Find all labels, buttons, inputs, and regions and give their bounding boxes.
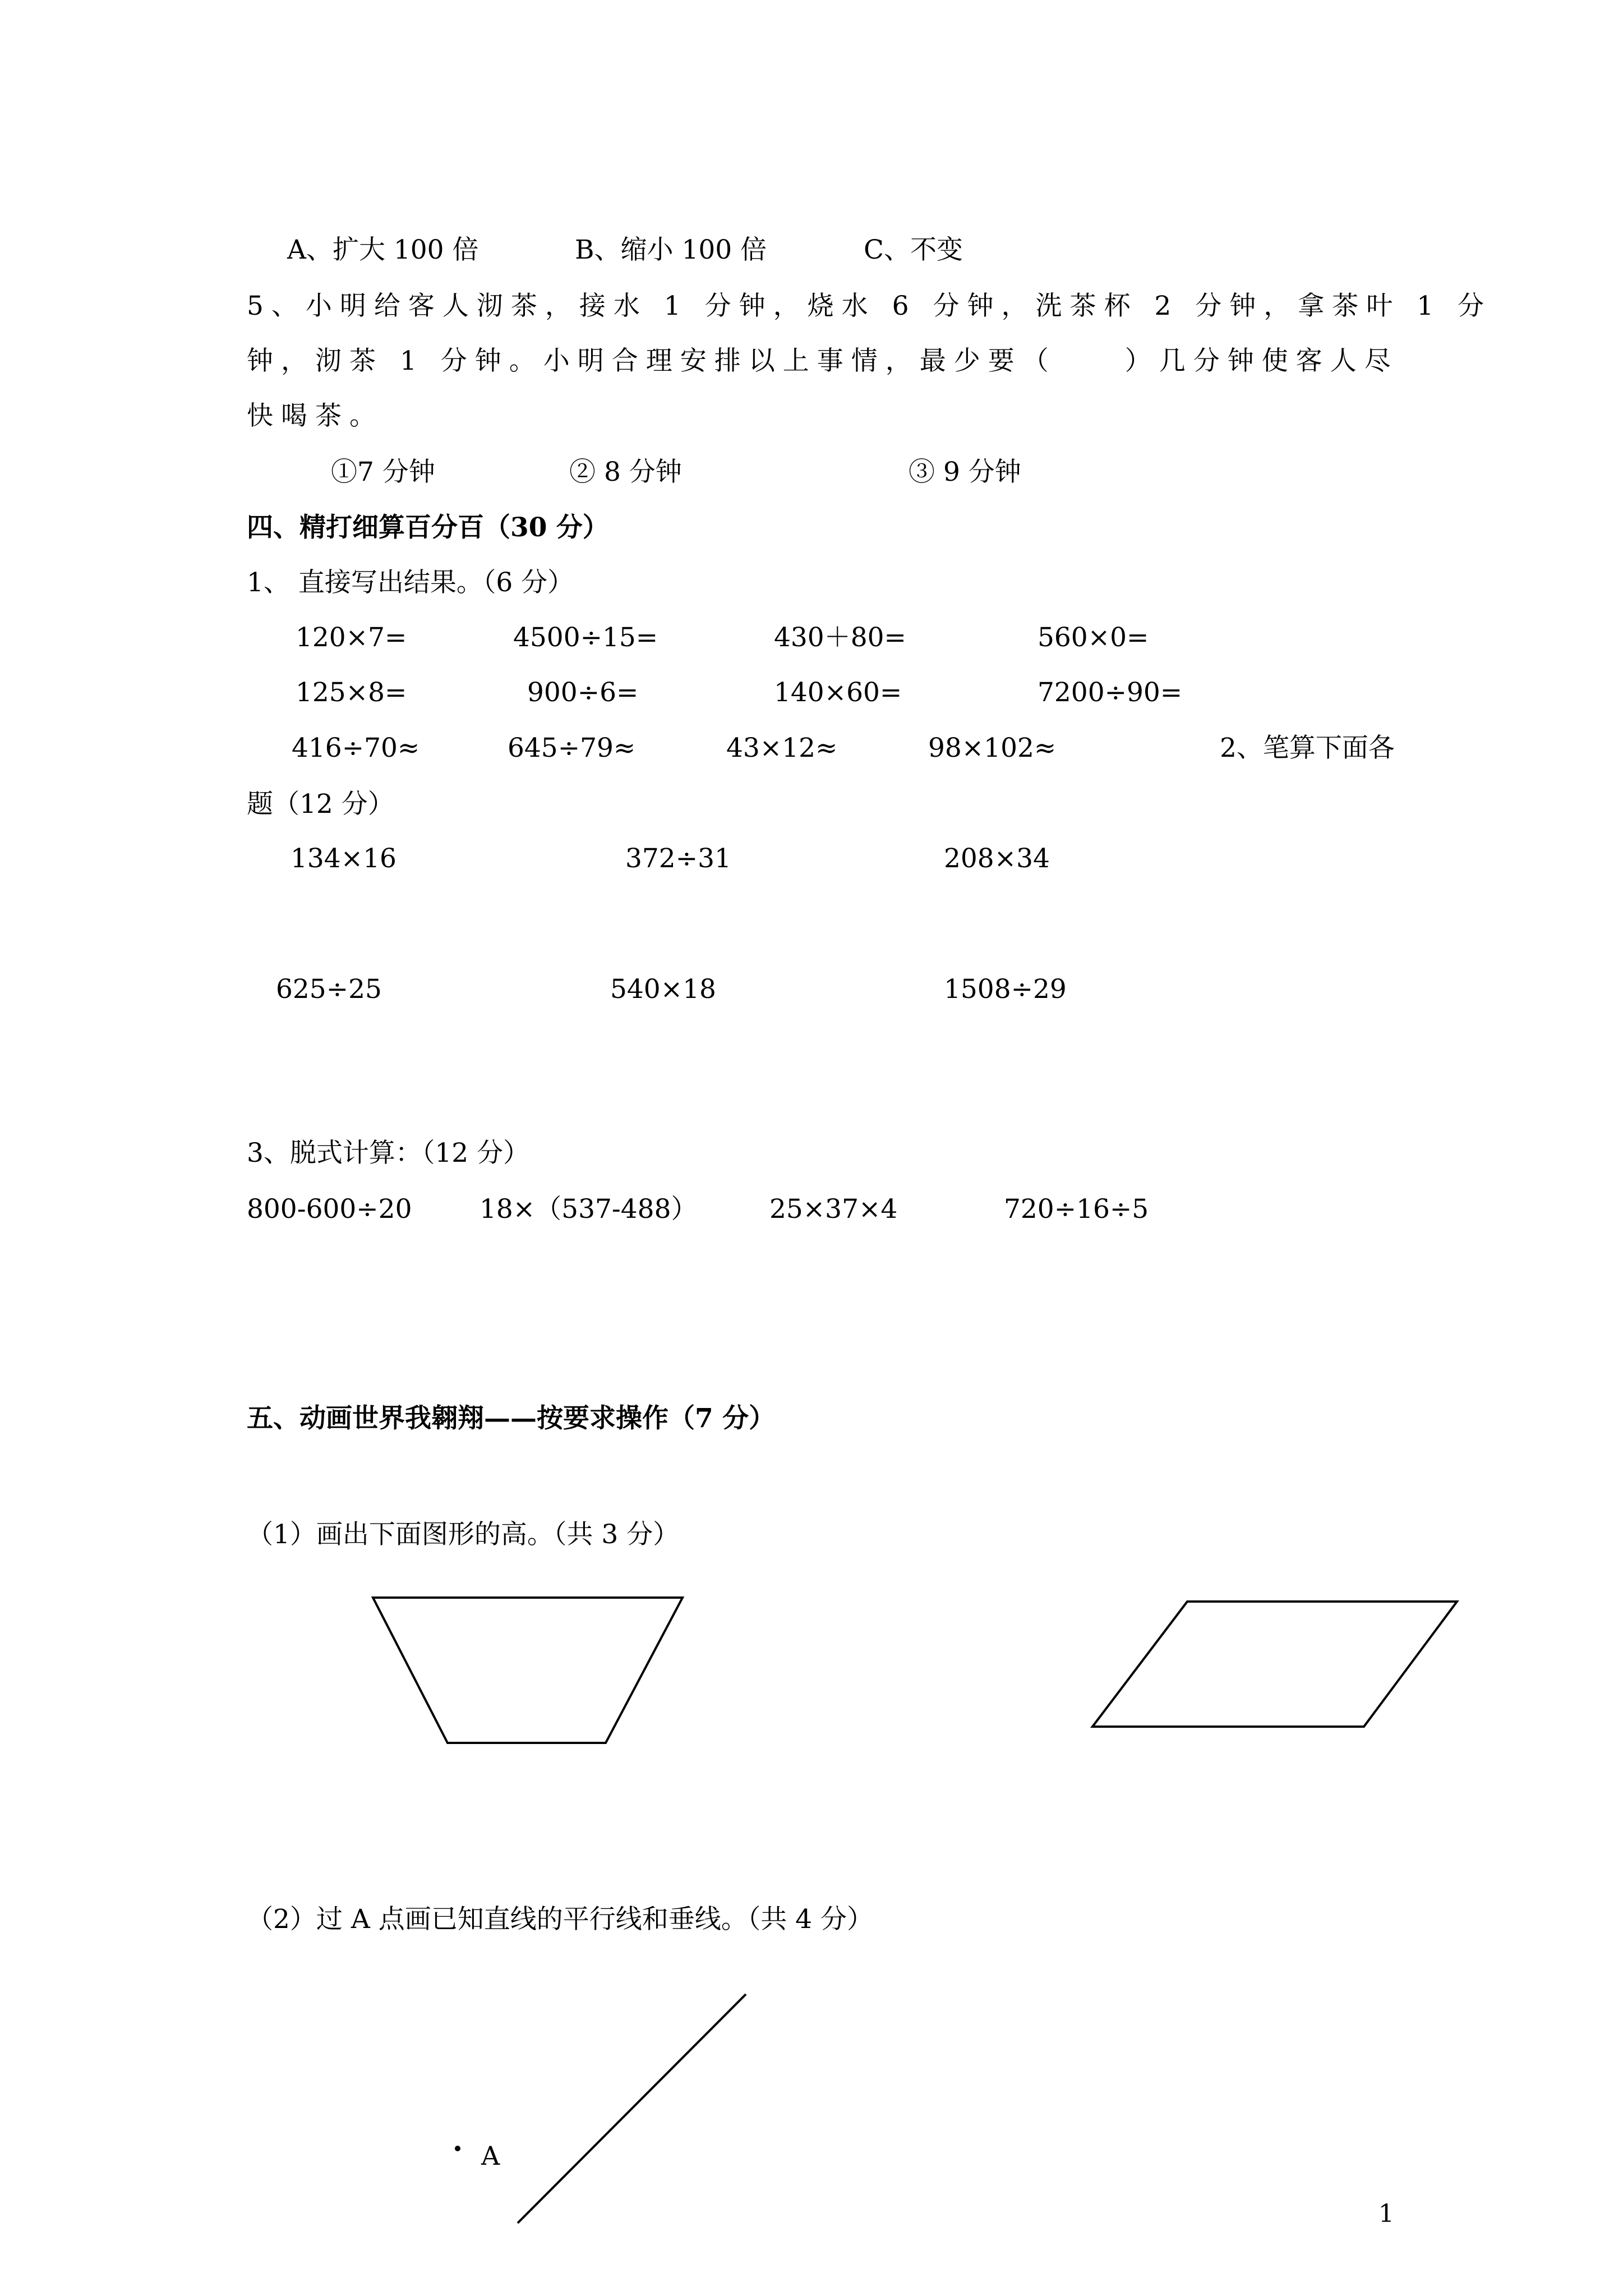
point-a-dot	[455, 2146, 460, 2151]
oral-problem: 98×102≈	[928, 733, 1057, 763]
section4-q3-title: 3、脱式计算：（12 分）	[247, 1138, 530, 1168]
written-problem: 372÷31	[625, 843, 731, 874]
written-problem: 625÷25	[276, 974, 382, 1005]
given-line	[518, 1994, 746, 2223]
stepwise-problem: 25×37×4	[769, 1194, 898, 1225]
q5-line1: 5、小明给客人沏茶，接水 1 分钟，烧水 6 分钟，洗茶杯 2 分钟，拿茶叶 1 分	[247, 291, 1492, 321]
oral-problem: 645÷79≈	[508, 733, 636, 763]
trapezoid-figure	[373, 1598, 683, 1743]
section4-q2-title: 2、笔算下面各	[1220, 733, 1395, 763]
section4-q2-title-cont: 题（12 分）	[247, 789, 394, 820]
written-problem: 134×16	[291, 843, 396, 874]
oral-problem: 900÷6=	[527, 677, 639, 708]
oral-problem: 560×0=	[1038, 622, 1149, 653]
section5-q1: （1）画出下面图形的高。（共 3 分）	[247, 1519, 680, 1550]
q5-option-1: ①7 分钟	[331, 457, 435, 487]
written-problem: 540×18	[610, 974, 716, 1005]
oral-problem: 43×12≈	[726, 733, 838, 763]
stepwise-problem: 720÷16÷5	[1004, 1194, 1149, 1225]
written-problem: 208×34	[944, 843, 1050, 874]
q5-option-3: ③ 9 分钟	[909, 457, 1021, 487]
oral-problem: 7200÷90=	[1038, 677, 1183, 708]
stepwise-problem: 18×（537-488）	[479, 1194, 698, 1225]
oral-problem: 416÷70≈	[292, 733, 420, 763]
page-number: 1	[1378, 2200, 1394, 2228]
oral-problem: 4500÷15=	[513, 622, 658, 653]
section4-q1-title: 1、 直接写出结果。（6 分）	[247, 567, 574, 598]
section5-q2: （2）过 A 点画已知直线的平行线和垂线。（共 4 分）	[247, 1904, 874, 1935]
q4-option-b: B、缩小 100 倍	[575, 234, 767, 265]
section4-title: 四、精打细算百分百（30 分）	[247, 512, 609, 543]
oral-problem: 430＋80=	[774, 622, 906, 653]
written-problem: 1508÷29	[944, 974, 1067, 1005]
q5-line3: 快喝茶。	[247, 401, 384, 431]
parallelogram-figure	[1092, 1602, 1457, 1727]
q4-option-a: A、扩大 100 倍	[287, 234, 479, 265]
point-a-label: A	[481, 2141, 500, 2171]
q4-option-c: C、不变	[864, 234, 963, 265]
oral-problem: 120×7=	[296, 622, 407, 653]
oral-problem: 140×60=	[774, 677, 902, 708]
q5-option-2: ② 8 分钟	[569, 457, 682, 487]
stepwise-problem: 800-600÷20	[247, 1194, 412, 1225]
q5-line2: 钟，沏茶 1 分钟。小明合理安排以上事情，最少要（ ）几分钟使客人尽	[247, 346, 1399, 376]
section5-title: 五、动画世界我翱翔——按要求操作（7 分）	[247, 1403, 776, 1434]
oral-problem: 125×8=	[296, 677, 407, 708]
